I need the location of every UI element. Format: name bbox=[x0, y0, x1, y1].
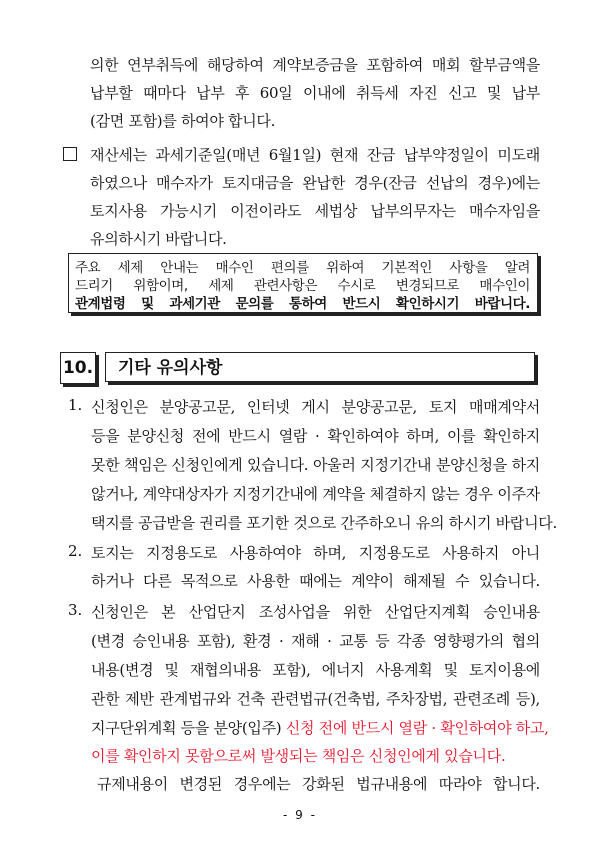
warning-text-line: 이를 확인하지 못함으로써 발생되는 책임은 신청인에게 있습니다. bbox=[91, 747, 506, 765]
list-item-line: 신청인은 본 산업단지 조성사업을 위한 산업단지계획 승인내용 bbox=[91, 603, 540, 621]
body-text-line: 납부할 때마다 납부 후 60일 이내에 취득세 자진 신고 및 납부 bbox=[90, 84, 540, 102]
list-item-line: 않거나, 계약대상자가 지정기간내에 계약을 체결하지 않는 경우 이주자 bbox=[91, 485, 540, 503]
list-item-line: 신청인은 분양공고문, 인터넷 게시 분양공고문, 토지 매매계약서 bbox=[91, 398, 540, 416]
tax-notice-box bbox=[68, 253, 538, 313]
list-item-line: 등을 분양신청 전에 반드시 열람 · 확인하여야 하며, 이를 확인하지 bbox=[91, 427, 540, 445]
list-item-line: 토지는 지정용도로 사용하여야 하며, 지정용도로 사용하지 아니 bbox=[91, 544, 540, 562]
list-item-line: 택지를 공급받을 권리를 포기한 것으로 간주하오니 유의 하시기 바랍니다. bbox=[91, 514, 557, 532]
list-item-line: 내용(변경 및 재협의내용 포함), 에너지 사용계획 및 토지이용에 bbox=[91, 661, 540, 679]
checkbox-bullet-icon bbox=[63, 147, 77, 161]
list-item-line: 하거나 다른 목적으로 사용한 때에는 계약이 해제될 수 있습니다. bbox=[91, 572, 540, 590]
page-number: - 9 - bbox=[283, 808, 317, 822]
list-item-number: 2. bbox=[68, 542, 83, 560]
body-text-line: 토지사용 가능시기 이전이라도 세법상 납부의무자는 매수자임을 bbox=[90, 202, 540, 220]
list-item-number: 1. bbox=[68, 396, 83, 414]
warning-text: 신청 전에 반드시 열람 · 확인하여야 하고, bbox=[285, 719, 549, 737]
body-text-line: 의한 연부취득에 해당하여 계약보증금을 포함하여 매회 할부금액을 bbox=[90, 56, 540, 74]
body-text-line: 유의하시기 바랍니다. bbox=[90, 230, 227, 248]
list-item-line: 못한 책임은 신청인에게 있습니다. 아울러 지정기간내 분양신청을 하지 bbox=[91, 456, 540, 474]
list-item-line bbox=[91, 717, 549, 738]
list-item-text: 지구단위계획 등을 분양(입주) bbox=[91, 719, 286, 737]
body-text-line: 재산세는 과세기준일(매년 6월1일) 현재 잔금 납부약정일이 미도래 bbox=[90, 146, 540, 164]
notice-text-line: 관계법령 및 과세기관 문의를 통하여 반드시 확인하시기 바랍니다. bbox=[75, 296, 530, 312]
list-item-line: (변경 승인내용 포함), 환경 · 재해 · 교통 등 각종 영향평가의 협의 bbox=[91, 632, 540, 650]
body-text-line: (감면 포함)를 하여야 합니다. bbox=[90, 112, 276, 130]
list-item-line: 규제내용이 변경된 경우에는 강화된 법규내용에 따라야 합니다. bbox=[97, 775, 540, 793]
list-item-line: 관한 제반 관계법규와 건축 관련법규(건축법, 주차장법, 관련조례 등), bbox=[91, 690, 540, 708]
notice-text-line: 주요 세제 안내는 매수인 편의를 위하여 기본적인 사항을 알려 bbox=[75, 260, 530, 276]
list-item-number: 3. bbox=[68, 601, 83, 619]
section-number: 10. bbox=[60, 352, 96, 384]
notice-text-line: 드리기 위함이며, 세제 관련사항은 수시로 변경되므로 매수인이 bbox=[75, 278, 530, 294]
body-text-line: 하였으나 매수자가 토지대금을 완납한 경우(잔금 선납의 경우)에는 bbox=[90, 174, 540, 192]
section-title: 기타 유의사항 bbox=[105, 352, 535, 382]
